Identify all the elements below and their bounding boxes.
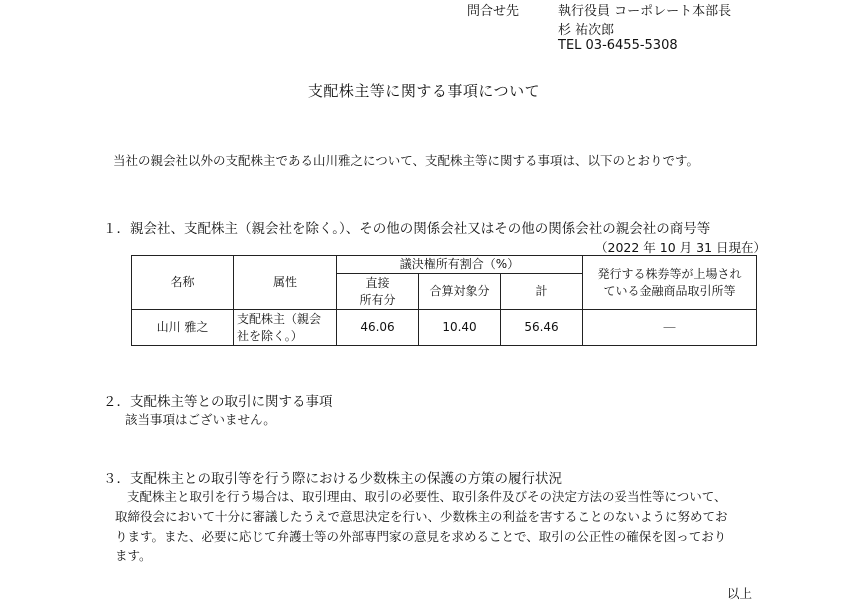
header-name: 名称 [132,256,234,310]
cell-exchange: ― [583,310,757,346]
closing-mark: 以上 [727,586,753,601]
header-voting-ratio: 議決権所有割合（%） [337,256,583,274]
header-direct-line2: 所有分 [359,292,396,307]
cell-direct: 46.06 [337,310,419,346]
section3-heading: ３．支配株主との取引等を行う際における少数株主の保護の方策の履行状況 [103,471,562,487]
cell-attribute [234,310,337,346]
intro-paragraph: 当社の親会社以外の支配株主である山川雅之について、支配株主等に関する事項は、以下のとおりです。 [113,153,700,168]
cell-name: 山川 雅之 [132,310,234,346]
header-exchange-line1: 発行する株券等が上場され [597,266,742,281]
contact-tel: TEL 03-6455-5308 [558,38,678,53]
cell-attribute-line1: 支配株主（親会 [237,311,322,326]
section3-line: ます。 [115,548,152,563]
contact-title: 執行役員 コーポレート本部長 [558,4,732,19]
section3-line: 取締役会において十分に審議したうえで意思決定を行い、少数株主の利益を害することのないように努めてお [115,509,728,524]
section2-heading: ２．支配株主等との取引に関する事項 [103,394,333,410]
section3-line: 支配株主と取引を行う場合は、取引理由、取引の必要性、取引条件及びその決定方法の妥当性等について、 [127,489,727,504]
table-row [132,310,757,346]
section2-body: 該当事項はございません。 [125,412,276,427]
header-exchange [583,256,757,310]
header-direct [337,274,419,310]
cell-combined: 10.40 [419,310,501,346]
document-title: 支配株主等に関する事項について [307,82,541,100]
section3-line: ります。また、必要に応じて弁護士等の外部専門家の意見を求めることで、取引の公正性の確保を図っており [115,529,727,544]
header-direct-line1: 直接 [365,275,390,290]
as-of-date: （2022 年 10 月 31 日現在） [595,240,766,255]
header-attribute: 属性 [234,256,337,310]
contact-name: 杉 祐次郎 [558,23,615,38]
header-combined: 合算対象分 [419,274,501,310]
cell-total: 56.46 [501,310,583,346]
cell-attribute-line2: 社を除く。） [237,328,303,343]
section1-heading: １．親会社、支配株主（親会社を除く。）、その他の関係会社又はその他の関係会社の親会社の商号等 [103,221,711,237]
controlling-shareholder-table [131,255,757,346]
header-exchange-line2: ている金融商品取引所等 [603,283,736,298]
contact-label: 問合せ先 [467,4,520,19]
table-header-row [132,256,757,274]
header-total: 計 [501,274,583,310]
